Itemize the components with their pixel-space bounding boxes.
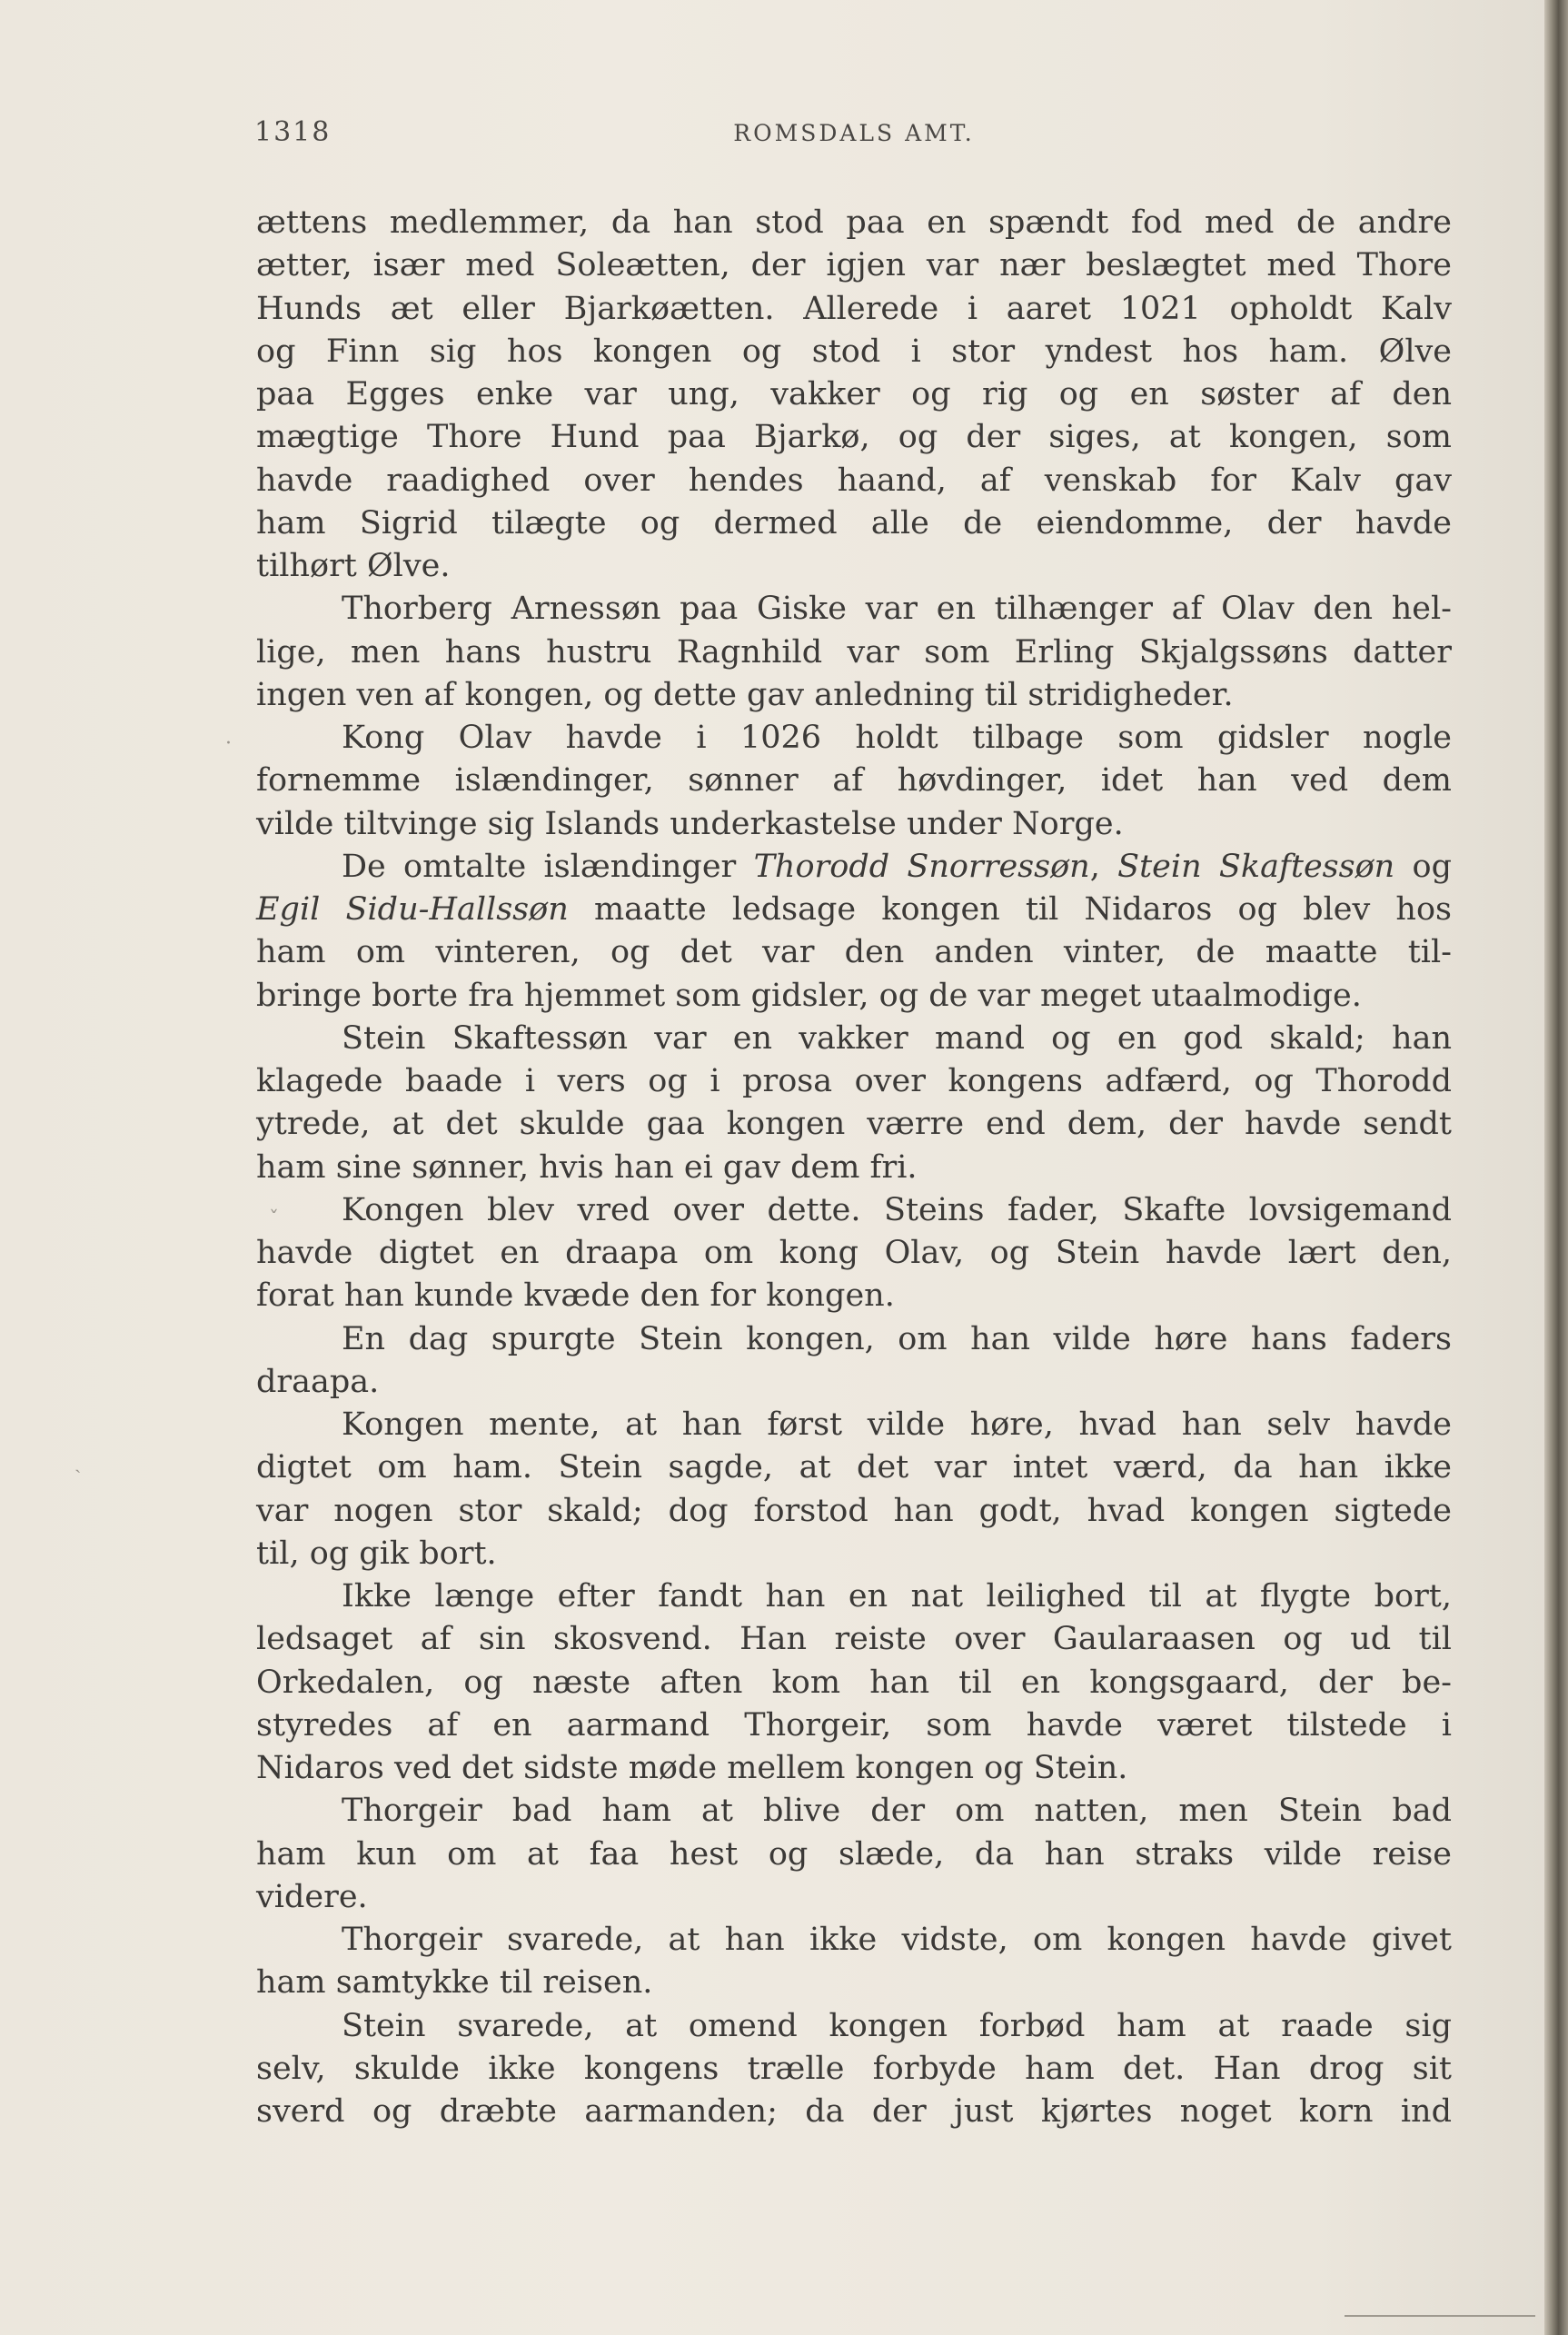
- text-line: tilhørt Ølve.: [256, 548, 451, 584]
- text-line: Kong Olav havde i 1026 holdt tilbage som gidsler nogle: [342, 720, 1452, 756]
- text-line: videre.: [256, 1878, 368, 1915]
- text-line: havde raadighed over hendes haand, af venskab for Kalv gav: [256, 462, 1452, 499]
- text-line: Ikke længe efter fandt han en nat leilighed til at flygte bort,: [342, 1578, 1452, 1615]
- text-line: Thorgeir bad ham at blive der om natten, men Stein bad: [342, 1793, 1452, 1830]
- text-line: bringe borte fra hjemmet som gidsler, og de var meget utaalmodige.: [256, 977, 1362, 1014]
- text-line: Nidaros ved det sidste møde mellem kongen og Stein.: [256, 1750, 1128, 1786]
- text-line: paa Egges enke var ung, vakker og rig og en søster af den: [256, 376, 1452, 412]
- text-line: forat han kunde kvæde den for kongen.: [256, 1277, 895, 1315]
- bottom-rule: [1345, 2315, 1535, 2317]
- text-line: ham samtykke til reisen.: [256, 1964, 653, 2002]
- text-line: lige, men hans hustru Ragnhild var som Erling Skjalgssøns datter: [256, 633, 1452, 671]
- text-line: Stein svarede, at omend kongen forbød ham at raade sig: [342, 2007, 1452, 2044]
- text-line: Hunds æt eller Bjarkøætten. Allerede i aaret 1021 opholdt Kalv: [256, 290, 1452, 327]
- text-line: ham Sigrid tilægte og dermed alle de eiendomme, der havde: [256, 504, 1452, 542]
- text-line: til, og gik bort.: [256, 1535, 497, 1572]
- text-line: selv, skulde ikke kongens trælle forbyde ham det. Han drog sit: [256, 2050, 1452, 2087]
- text-line: ham om vinteren, og det var den anden vinter, de maatte til-: [256, 934, 1452, 971]
- page-header: [254, 116, 1454, 156]
- text-line: digtet om ham. Stein sagde, at det var intet værd, da han ikke: [256, 1449, 1452, 1486]
- text-line: Kongen mente, at han først vilde høre, hvad han selv havde: [342, 1406, 1452, 1443]
- text-line: ham kun om at faa hest og slæde, da han straks vilde reise: [256, 1835, 1452, 1873]
- text-line: Stein Skaftessøn var en vakker mand og en god skald; han: [342, 1019, 1452, 1057]
- margin-tick: ˇ: [269, 1208, 279, 1231]
- text-line: Thorberg Arnessøn paa Giske var en tilhænger af Olav den hel-: [342, 591, 1452, 628]
- text-line-with-names: [256, 846, 1452, 889]
- text-line: Thorgeir svarede, at han ikke vidste, om kongen havde givet: [342, 1922, 1452, 1958]
- text-line: Orkedalen, og næste aften kom han til en kongsgaard, der be-: [256, 1664, 1452, 1701]
- text-line: vilde tiltvinge sig Islands underkastelse under Norge.: [256, 805, 1124, 842]
- text-line: ættens medlemmer, da han stod paa en spændt fod med de andre: [256, 204, 1452, 241]
- text-run: og: [1394, 848, 1452, 885]
- italic-name: Egil Sidu-Hallssøn: [256, 891, 569, 928]
- running-head: ROMSDALS AMT.: [733, 120, 975, 146]
- text-line: klagede baade i vers og i prosa over kongens adfærd, og Thorodd: [256, 1063, 1452, 1099]
- text-run: maatte ledsage kongen til Nidaros og blev hos: [593, 891, 1452, 928]
- text-line: havde digtet en draapa om kong Olav, og Stein havde lært den,: [256, 1235, 1452, 1271]
- text-line: ytrede, at det skulde gaa kongen værre end dem, der havde sendt: [256, 1106, 1452, 1143]
- text-line: En dag spurgte Stein kongen, om han vilde høre hans faders: [342, 1320, 1452, 1357]
- text-line-with-names: [256, 889, 1452, 931]
- binding-edge: [1544, 0, 1568, 2335]
- margin-dot: ·: [225, 732, 232, 755]
- text-line: ham sine sønner, hvis han ei gav dem fri.: [256, 1148, 918, 1186]
- text-run: De omtalte islændinger: [342, 848, 737, 885]
- text-line: ledsaget af sin skosvend. Han reiste over Gaularaasen og ud til: [256, 1621, 1452, 1658]
- text-line: fornemme islændinger, sønner af høvdinger, idet han ved dem: [256, 762, 1452, 800]
- text-line: draapa.: [256, 1363, 380, 1400]
- text-line: sverd og dræbte aarmanden; da der just kjørtes noget korn ind: [256, 2093, 1452, 2130]
- italic-name: Stein Skaftessøn: [1117, 848, 1395, 885]
- italic-name: Thorodd Snorressøn: [753, 848, 1090, 885]
- page-number: 1318: [254, 116, 332, 148]
- body-text: [256, 202, 1452, 2133]
- text-line: Kongen blev vred over dette. Steins fader, Skafte lovsigemand: [342, 1191, 1452, 1228]
- text-line: var nogen stor skald; dog forstod han godt, hvad kongen sigtede: [256, 1492, 1452, 1529]
- text-line: ætter, især med Soleætten, der igjen var nær beslægtet med Thore: [256, 247, 1452, 284]
- text-line: styredes af en aarmand Thorgeir, som havde været tilstede i: [256, 1706, 1452, 1744]
- text-line: og Finn sig hos kongen og stod i stor yndest hos ham. Ølve: [256, 333, 1452, 370]
- punctuation: ,: [1089, 848, 1118, 885]
- text-line: mægtige Thore Hund paa Bjarkø, og der siges, at kongen, som: [256, 419, 1452, 456]
- margin-mark: ˎ: [74, 1451, 82, 1474]
- text-line: ingen ven af kongen, og dette gav anledning til stridigheder.: [256, 676, 1234, 713]
